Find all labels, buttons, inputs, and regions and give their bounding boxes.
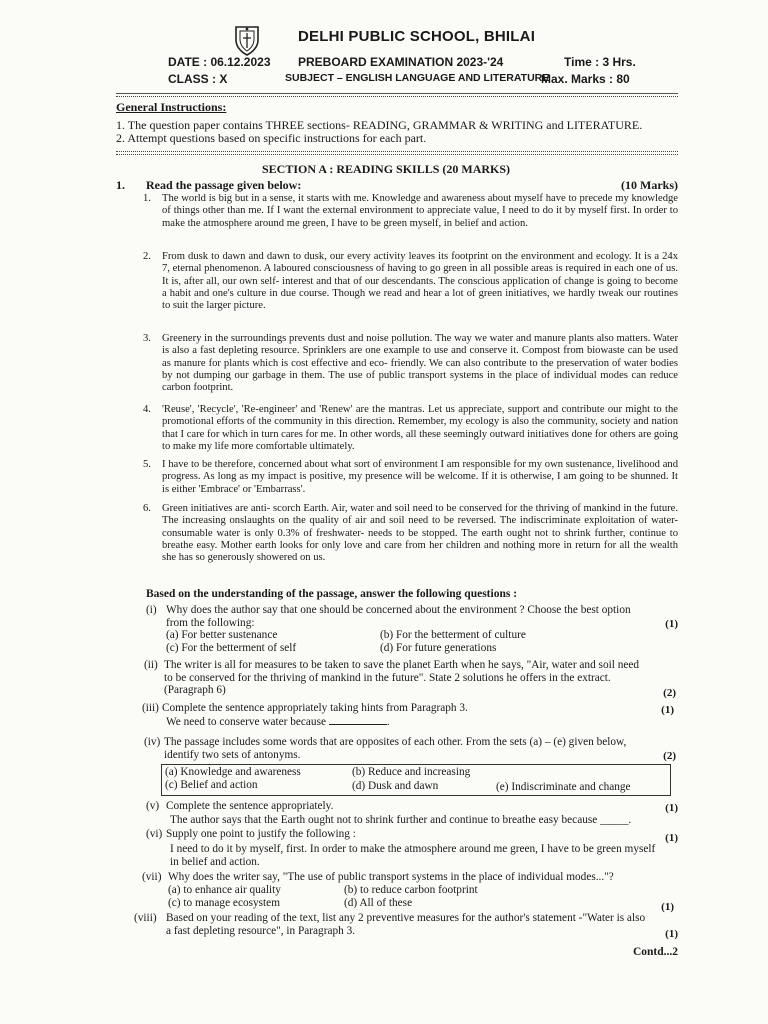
- exam-date: DATE : 06.12.2023: [168, 55, 271, 69]
- question-marks: (10 Marks): [621, 178, 678, 192]
- divider: [116, 96, 678, 97]
- question-item: [144, 736, 676, 761]
- question-number: (viii): [134, 912, 157, 924]
- exam-max-marks: Max. Marks : 80: [541, 72, 630, 86]
- question-text: Complete the sentence appropriately.: [166, 800, 334, 812]
- exam-title: PREBOARD EXAMINATION 2023-'24: [298, 55, 504, 69]
- exam-time: Time : 3 Hrs.: [564, 55, 636, 69]
- option: (a) to enhance air quality: [168, 884, 281, 896]
- question-prompt: Read the passage given below:: [146, 178, 302, 192]
- question-number: (i): [146, 604, 157, 616]
- instructions-title: General Instructions:: [116, 100, 227, 114]
- question-number: (ii): [144, 659, 158, 671]
- question-marks: (1): [665, 802, 678, 814]
- exam-class: CLASS : X: [168, 72, 228, 86]
- paragraph-number: 3.: [143, 333, 151, 344]
- school-crest-icon: [232, 24, 262, 56]
- question-marks: (2): [663, 687, 676, 699]
- question-number: (v): [146, 800, 160, 812]
- instruction-item: 1. The question paper contains THREE sections- READING, GRAMMAR & WRITING and LITERATURE.: [116, 118, 643, 132]
- option: (c) For the betterment of self: [166, 642, 297, 654]
- divider: [116, 154, 678, 155]
- divider: [116, 93, 678, 94]
- paragraph-text: I have to be therefore, concerned about what sort of environment I am responsible for my own sustenance, livelihood and progress. As long as my impact is positive, my presence will be welcome. If it is otherwise, I am going to be shunned. It is either 'Embrace' or 'Embarrass'.: [162, 459, 678, 495]
- paragraph-text: From dusk to dawn and dawn to dusk, our every activity leaves its footprint on the environment and ecology. It is a 24x 7, eternal phenomenon. A laboured consciousness of having to go green in all possible areas is required in each one of us. It is, after all, our own self- interest and that of our descendants. The conscious application of change is going to become a habit and one's culture in due course. Though we read and hear a lot of green initiatives, we hardly tweak our routines to suit the larger picture.: [162, 251, 678, 312]
- passage-paragraph: [143, 404, 678, 453]
- question-number: (vii): [142, 871, 162, 883]
- option: (c) Belief and action: [165, 779, 258, 791]
- passage-paragraph: [143, 193, 678, 230]
- paragraph-text: Green initiatives are anti- scorch Earth. Air, water and soil need to be conserved for the thriving of mankind in the future. The increasing onslaughts on the quality of air and soil need to be reversed. The indiscriminate exploitation of water- consumable water is only 0.3% of freshwater- needs to be stopped. The earth ought not to shrink further, continue to breathe easy. Mother earth looks for only love and care from her children and nothing more in return for all the wealth she has so generously showered on us.: [162, 503, 678, 564]
- option: (a) Knowledge and awareness: [165, 766, 301, 778]
- question-subtext: [170, 814, 631, 826]
- question-number: (vi): [146, 828, 163, 840]
- option: (e) Indiscriminate and change: [496, 781, 631, 793]
- exam-subject: SUBJECT – ENGLISH LANGUAGE AND LITERATURE: [285, 72, 550, 84]
- passage-paragraph: [143, 333, 678, 394]
- continued-note: Contd...2: [632, 946, 678, 958]
- question-item: [134, 912, 678, 940]
- option: (d) For future generations: [380, 642, 497, 654]
- paragraph-text: Greenery in the surroundings prevents dust and noise pollution. The way we water and manure plants also matters. Water is also a fast depleting resource. Sprinklers are one example to use and conserve it. Compost from biowaste can be used as manure for plants which is cost effective and eco- friendly. We can also contribute to the preservation of water bodies by not dumping our garbage in them. The use of public transport systems in the place of individual modes can reduce carbon footprint.: [162, 333, 678, 394]
- paragraph-number: 5.: [143, 459, 151, 470]
- question-marks: (1): [661, 704, 674, 716]
- passage-paragraph: [143, 503, 678, 564]
- passage-paragraph: [143, 251, 678, 312]
- question-subtext: We need to conserve water because: [166, 716, 326, 728]
- question-number: (iv): [144, 736, 161, 748]
- question-number: (iii): [142, 702, 159, 714]
- question-text: The passage includes some words that are opposites of each other. From the sets (a) – (e) given below, identify two sets of antonyms.: [164, 736, 627, 761]
- question-subtext: I need to do it by myself, first. In order to make the atmosphere around me green, I have to be green myself in belief and action.: [170, 843, 656, 868]
- question-text: Supply one point to justify the following :: [166, 828, 356, 840]
- school-name: DELHI PUBLIC SCHOOL, BHILAI: [298, 28, 536, 45]
- question-marks: (1): [665, 832, 678, 844]
- option: (a) For better sustenance: [166, 629, 278, 641]
- option: (d) Dusk and dawn: [352, 780, 439, 792]
- option: (b) to reduce carbon footprint: [344, 884, 478, 896]
- question-text: The writer is all for measures to be taken to save the planet Earth when he says, "Air, water and soil need to be conserved for the thriving of mankind in the future". State 2 solutions he offers in the extract. (Paragraph 6): [164, 659, 640, 696]
- question-marks: (1): [665, 928, 678, 940]
- question-number: 1.: [116, 178, 125, 192]
- question-marks: (1): [661, 901, 674, 913]
- question-text: Complete the sentence appropriately taking hints from Paragraph 3.: [162, 702, 468, 714]
- question-item: [142, 702, 674, 715]
- answer-blank: [329, 724, 387, 725]
- question-subtext: [166, 716, 390, 728]
- option: (b) For the betterment of culture: [380, 629, 526, 641]
- paragraph-text: 'Reuse', 'Recycle', 'Re-engineer' and 'Renew' are the mantras. Let us appreciate, support and contribute our might to the promotional efforts of the community in this direction. Remember, my ecology is also the community, society and nation that I care for which in turn cares for me. In other words, all these seemingly outward initiatives done for others are going to make my life more comfortable ultimately.: [162, 404, 678, 452]
- paragraph-text: The world is big but in a sense, it starts with me. Knowledge and awareness about myself have to precede my knowledge of things other than me. If I want the external environment to appreciate value, I need to do it by myself first. In order to make the atmosphere around me green, I have to be green myself, in belief and action.: [162, 193, 678, 229]
- paragraph-number: 2.: [143, 251, 151, 262]
- passage-paragraph: [143, 459, 678, 496]
- question-item: [146, 800, 678, 813]
- question-item: [146, 604, 678, 629]
- option: (d) All of these: [344, 897, 413, 909]
- question-text: Why does the writer say, "The use of public transport systems in the place of individual modes..."?: [168, 871, 614, 883]
- questions-intro: Based on the understanding of the passage, answer the following questions :: [146, 588, 518, 600]
- answer-blank: _____.: [600, 814, 632, 826]
- sentence-end: .: [386, 716, 390, 728]
- question-item: [144, 659, 676, 697]
- paragraph-number: 4.: [143, 404, 151, 415]
- option: (c) to manage ecosystem: [168, 897, 280, 909]
- option: (b) Reduce and increasing: [352, 766, 471, 778]
- section-title: SECTION A : READING SKILLS (20 MARKS): [262, 162, 511, 176]
- question-item: [146, 828, 678, 844]
- instruction-item: 2. Attempt questions based on specific instructions for each part.: [116, 131, 427, 145]
- question-marks: (1): [665, 618, 678, 630]
- divider: [116, 151, 678, 152]
- question-text: Why does the author say that one should be concerned about the environment ? Choose the best option from the following:: [166, 604, 631, 629]
- question-text: Based on your reading of the text, list any 2 preventive measures for the author's statement -"Water is also a fast depleting resource", in Paragraph 3.: [166, 912, 646, 937]
- paragraph-number: 6.: [143, 503, 151, 514]
- question-subtext: The author says that the Earth ought not to shrink further and continue to breathe easy because: [170, 814, 598, 826]
- paragraph-number: 1.: [143, 193, 151, 204]
- question-marks: (2): [663, 750, 676, 762]
